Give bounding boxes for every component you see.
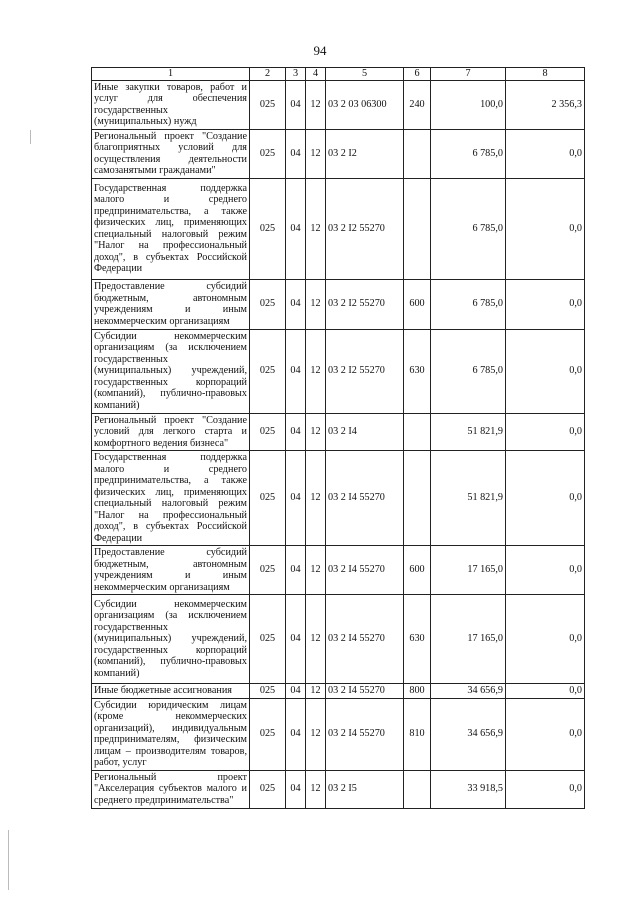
target-article-cell: 03 2 I2 55270	[326, 178, 404, 279]
subsection-code-cell: 12	[306, 451, 326, 546]
section-code-cell: 04	[286, 451, 306, 546]
grbs-code-cell: 025	[250, 178, 286, 279]
column-number: 8	[506, 68, 585, 81]
table-row	[92, 698, 585, 770]
column-number: 7	[431, 68, 506, 81]
expense-type-cell	[404, 178, 431, 279]
row-name-cell: Предоставление субсидий бюджетным, автономным учреждениям и иным некоммерческим организациям	[92, 279, 250, 329]
grbs-code-cell: 025	[250, 451, 286, 546]
target-article-cell: 03 2 I2	[326, 129, 404, 178]
target-article-cell: 03 2 03 06300	[326, 80, 404, 129]
row-name-cell: Региональный проект "Акселерация субъектов малого и среднего предпринимательства"	[92, 770, 250, 808]
row-name-cell: Региональный проект "Создание условий для легкого старта и комфортного ведения бизнеса"	[92, 413, 250, 451]
row-name-cell: Иные закупки товаров, работ и услуг для обеспечения государственных (муниципальных) нужд	[92, 80, 250, 129]
target-article-cell: 03 2 I4 55270	[326, 546, 404, 595]
target-article-cell: 03 2 I2 55270	[326, 329, 404, 413]
expense-type-cell: 810	[404, 698, 431, 770]
row-name-cell: Региональный проект "Создание благоприятных условий для осуществления деятельности самозанятыми гражданами"	[92, 129, 250, 178]
amount-cell: 34 656,9	[431, 698, 506, 770]
section-code-cell: 04	[286, 546, 306, 595]
subsection-code-cell: 12	[306, 178, 326, 279]
amount-cell: 6 785,0	[431, 279, 506, 329]
expense-type-cell: 600	[404, 546, 431, 595]
amount-cell: 51 821,9	[431, 413, 506, 451]
table-row	[92, 329, 585, 413]
table-row	[92, 80, 585, 129]
amount-cell: 0,0	[506, 129, 585, 178]
page-number: 94	[313, 43, 327, 58]
table-row	[92, 770, 585, 808]
column-number: 4	[306, 68, 326, 81]
row-name-cell: Субсидии юридическим лицам (кроме некоммерческих организаций), индивидуальным предпринимателям, физическим лицам – производителям товаров, работ, услуг	[92, 698, 250, 770]
column-number: 2	[250, 68, 286, 81]
scan-edge-mark	[30, 130, 31, 144]
subsection-code-cell: 12	[306, 546, 326, 595]
section-code-cell: 04	[286, 413, 306, 451]
table-row	[92, 413, 585, 451]
row-name-cell: Государственная поддержка малого и среднего предпринимательства, а также физических лиц, применяющих специальный налоговый режим "Налог на профессиональный доход", в субъектах Российской Федерации	[92, 178, 250, 279]
amount-cell: 0,0	[506, 546, 585, 595]
amount-cell: 0,0	[506, 684, 585, 699]
amount-cell: 33 918,5	[431, 770, 506, 808]
amount-cell: 17 165,0	[431, 546, 506, 595]
column-number: 6	[404, 68, 431, 81]
row-name-cell: Субсидии некоммерческим организациям (за исключением государственных (муниципальных) учреждений, государственных корпораций (компаний), публично-правовых компаний)	[92, 595, 250, 684]
amount-cell: 0,0	[506, 413, 585, 451]
subsection-code-cell: 12	[306, 770, 326, 808]
section-code-cell: 04	[286, 80, 306, 129]
target-article-cell: 03 2 I2 55270	[326, 279, 404, 329]
target-article-cell: 03 2 I5	[326, 770, 404, 808]
amount-cell: 0,0	[506, 595, 585, 684]
section-code-cell: 04	[286, 595, 306, 684]
section-code-cell: 04	[286, 698, 306, 770]
column-number: 5	[326, 68, 404, 81]
expense-type-cell: 630	[404, 329, 431, 413]
grbs-code-cell: 025	[250, 698, 286, 770]
grbs-code-cell: 025	[250, 413, 286, 451]
subsection-code-cell: 12	[306, 129, 326, 178]
target-article-cell: 03 2 I4 55270	[326, 451, 404, 546]
subsection-code-cell: 12	[306, 684, 326, 699]
amount-cell: 100,0	[431, 80, 506, 129]
table-row	[92, 279, 585, 329]
budget-table	[91, 67, 585, 809]
expense-type-cell: 800	[404, 684, 431, 699]
amount-cell: 0,0	[506, 451, 585, 546]
scan-edge-mark	[8, 830, 9, 890]
amount-cell: 0,0	[506, 279, 585, 329]
target-article-cell: 03 2 I4 55270	[326, 698, 404, 770]
expense-type-cell	[404, 451, 431, 546]
subsection-code-cell: 12	[306, 698, 326, 770]
section-code-cell: 04	[286, 329, 306, 413]
expense-type-cell: 240	[404, 80, 431, 129]
column-number: 3	[286, 68, 306, 81]
amount-cell: 0,0	[506, 329, 585, 413]
amount-cell: 6 785,0	[431, 178, 506, 279]
section-code-cell: 04	[286, 178, 306, 279]
table-row	[92, 451, 585, 546]
grbs-code-cell: 025	[250, 546, 286, 595]
target-article-cell: 03 2 I4 55270	[326, 595, 404, 684]
table-row	[92, 546, 585, 595]
column-number: 1	[92, 68, 250, 81]
expense-type-cell	[404, 413, 431, 451]
section-code-cell: 04	[286, 129, 306, 178]
amount-cell: 0,0	[506, 698, 585, 770]
table-row	[92, 129, 585, 178]
expense-type-cell	[404, 129, 431, 178]
table-row	[92, 595, 585, 684]
grbs-code-cell: 025	[250, 684, 286, 699]
section-code-cell: 04	[286, 279, 306, 329]
section-code-cell: 04	[286, 684, 306, 699]
subsection-code-cell: 12	[306, 595, 326, 684]
amount-cell: 2 356,3	[506, 80, 585, 129]
subsection-code-cell: 12	[306, 80, 326, 129]
amount-cell: 34 656,9	[431, 684, 506, 699]
grbs-code-cell: 025	[250, 595, 286, 684]
row-name-cell: Субсидии некоммерческим организациям (за исключением государственных (муниципальных) учреждений, государственных корпораций (компаний), публично-правовых компаний)	[92, 329, 250, 413]
amount-cell: 0,0	[506, 178, 585, 279]
subsection-code-cell: 12	[306, 329, 326, 413]
grbs-code-cell: 025	[250, 129, 286, 178]
subsection-code-cell: 12	[306, 413, 326, 451]
grbs-code-cell: 025	[250, 770, 286, 808]
amount-cell: 6 785,0	[431, 329, 506, 413]
amount-cell: 17 165,0	[431, 595, 506, 684]
section-code-cell: 04	[286, 770, 306, 808]
amount-cell: 6 785,0	[431, 129, 506, 178]
target-article-cell: 03 2 I4 55270	[326, 684, 404, 699]
subsection-code-cell: 12	[306, 279, 326, 329]
amount-cell: 0,0	[506, 770, 585, 808]
expense-type-cell: 600	[404, 279, 431, 329]
row-name-cell: Предоставление субсидий бюджетным, автономным учреждениям и иным некоммерческим организациям	[92, 546, 250, 595]
target-article-cell: 03 2 I4	[326, 413, 404, 451]
table-row	[92, 178, 585, 279]
grbs-code-cell: 025	[250, 80, 286, 129]
expense-type-cell: 630	[404, 595, 431, 684]
table-row	[92, 684, 585, 699]
row-name-cell: Иные бюджетные ассигнования	[92, 684, 250, 699]
grbs-code-cell: 025	[250, 279, 286, 329]
row-name-cell: Государственная поддержка малого и среднего предпринимательства, а также физических лиц, применяющих специальный налоговый режим "Налог на профессиональный доход", в субъектах Российской Федерации	[92, 451, 250, 546]
expense-type-cell	[404, 770, 431, 808]
column-number-row	[92, 68, 585, 81]
grbs-code-cell: 025	[250, 329, 286, 413]
amount-cell: 51 821,9	[431, 451, 506, 546]
